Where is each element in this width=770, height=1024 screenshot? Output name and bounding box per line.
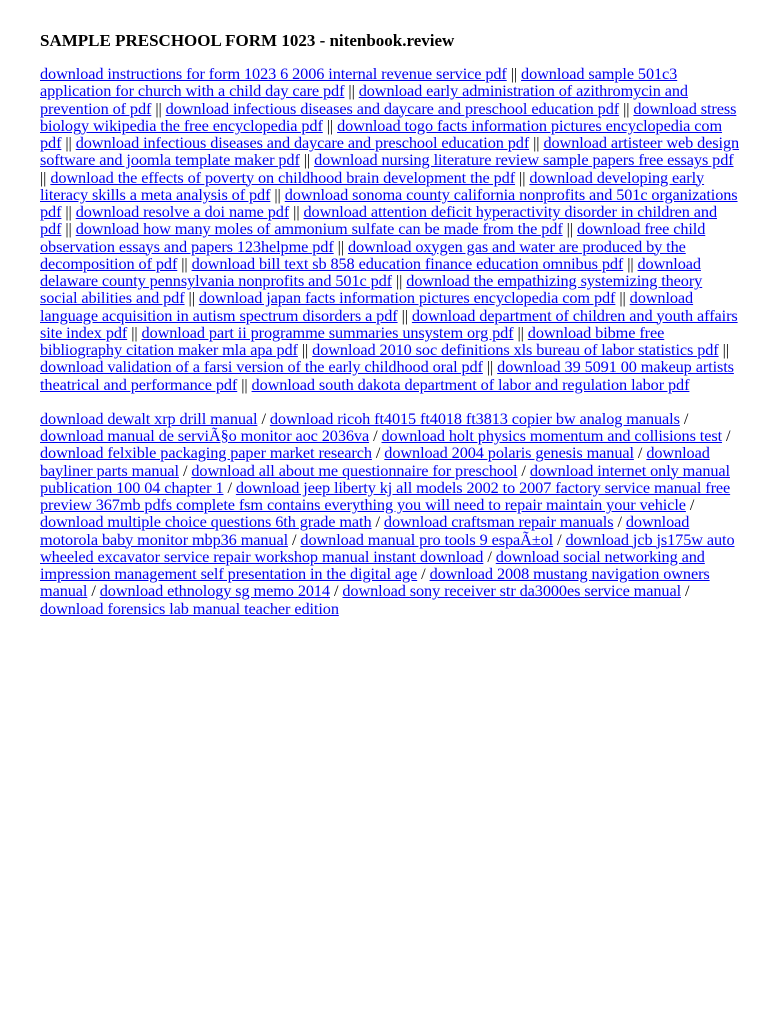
link-separator: / <box>292 529 297 549</box>
download-link[interactable]: download bill text sb 858 education finance education omnibus pdf <box>191 253 624 273</box>
link-separator: / <box>683 408 689 428</box>
link-separator: / <box>521 460 526 480</box>
link-separator: || <box>326 115 334 135</box>
link-separator: / <box>637 443 643 463</box>
download-link[interactable]: download ricoh ft4015 ft4018 ft3813 copier bw analog manuals <box>269 408 680 428</box>
download-link[interactable]: download jcb js175w auto wheeled excavator service repair workshop manual instant download <box>40 529 735 566</box>
download-link[interactable]: download bayliner parts manual <box>40 443 710 480</box>
download-link[interactable]: download bibme free bibliography citation maker mla apa pdf <box>40 322 665 359</box>
download-link[interactable]: download part ii programme summaries unsystem org pdf <box>141 322 514 342</box>
link-separator: || <box>519 167 526 187</box>
link-separator: / <box>333 581 339 601</box>
link-separator: / <box>261 408 266 428</box>
download-link[interactable]: download dewalt xrp drill manual <box>40 408 258 428</box>
download-link[interactable]: download instructions for form 1023 6 2006 internal revenue service pdf <box>40 64 507 83</box>
download-link[interactable]: download 2010 soc definitions xls bureau of labor statistics pdf <box>312 340 719 359</box>
download-link[interactable]: download free child observation essays and papers 123helpme pdf <box>40 219 706 256</box>
link-separator: || <box>65 219 72 239</box>
download-link[interactable]: download all about me questionnaire for preschool <box>191 460 518 480</box>
download-link[interactable]: download japan facts information pictures encyclopedia com pdf <box>198 288 616 308</box>
download-link[interactable]: download 2008 mustang navigation owners manual <box>40 564 710 601</box>
link-separator: || <box>303 150 311 170</box>
link-separator: / <box>421 564 426 583</box>
download-link[interactable]: download felxible packaging paper market research <box>40 443 372 463</box>
link-separator: / <box>375 443 381 463</box>
link-separator: / <box>91 581 96 601</box>
link-separator: || <box>510 64 518 83</box>
download-link[interactable]: download how many moles of ammonium sulfate can be made from the pdf <box>75 219 563 239</box>
link-paragraph-manual-downloads <box>40 410 740 617</box>
link-separator: || <box>337 236 344 256</box>
link-separator: / <box>182 460 188 480</box>
link-separator: || <box>486 357 494 377</box>
link-separator: || <box>517 322 524 342</box>
download-link[interactable]: download ethnology sg memo 2014 <box>99 581 330 601</box>
download-link[interactable]: download validation of a farsi version of the early childhood oral pdf <box>40 357 483 377</box>
download-link[interactable]: download oxygen gas and water are produced by the decomposition of pdf <box>40 236 686 273</box>
link-separator: || <box>188 288 195 308</box>
download-link[interactable]: download craftsman repair manuals <box>383 512 614 532</box>
download-link[interactable]: download delaware county pennsylvania nonprofits and 501c pdf <box>40 253 701 290</box>
link-separator: || <box>566 219 573 239</box>
link-paragraph-pdf-downloads <box>40 65 740 393</box>
download-link[interactable]: download forensics lab manual teacher edition <box>40 598 339 618</box>
download-link[interactable]: download attention deficit hyperactivity disorder in children and pdf <box>40 202 718 239</box>
link-separator: / <box>726 426 731 445</box>
link-separator: || <box>40 167 47 187</box>
download-link[interactable]: download developing early literacy skills a meta analysis of pdf <box>40 167 705 204</box>
page-title: SAMPLE PRESCHOOL FORM 1023 - nitenbook.review <box>40 31 455 50</box>
link-separator: || <box>293 202 300 221</box>
link-separator: || <box>623 98 630 118</box>
link-separator: / <box>375 512 380 532</box>
link-separator: || <box>131 322 138 342</box>
link-separator: || <box>65 202 72 221</box>
link-separator: / <box>487 546 492 566</box>
download-link[interactable]: download stress biology wikipedia the free encyclopedia pdf <box>40 98 737 135</box>
download-link[interactable]: download the effects of poverty on childhood brain development the pdf <box>50 167 516 187</box>
link-separator: || <box>301 340 309 359</box>
download-link[interactable]: download the empathizing systemizing theory social abilities and pdf <box>40 271 703 308</box>
link-separator: || <box>619 288 626 308</box>
link-separator: || <box>401 305 408 325</box>
link-separator: / <box>373 426 378 445</box>
link-separator: || <box>722 340 729 359</box>
download-link[interactable]: download multiple choice questions 6th grade math <box>40 512 372 532</box>
download-link[interactable]: download 39 5091 00 makeup artists theatrical and performance pdf <box>40 357 734 394</box>
download-link[interactable]: download sonoma county california nonprofits and 501c organizations pdf <box>40 184 738 221</box>
link-separator: / <box>684 581 690 601</box>
link-separator: || <box>533 133 540 152</box>
link-separator: || <box>348 81 355 101</box>
download-link[interactable]: download department of children and youth affairs site index pdf <box>40 305 738 342</box>
download-link[interactable]: download south dakota department of labor and regulation labor pdf <box>251 374 690 394</box>
download-link[interactable]: download togo facts information pictures encyclopedia com pdf <box>40 115 723 152</box>
download-link[interactable]: download internet only manual publication 100 04 chapter 1 <box>40 460 730 497</box>
download-link[interactable]: download 2004 polaris genesis manual <box>384 443 634 463</box>
link-separator: || <box>627 253 634 273</box>
download-link[interactable]: download infectious diseases and daycare and preschool education pdf <box>165 98 620 118</box>
download-link[interactable]: download nursing literature review sample papers free essays pdf <box>314 150 734 170</box>
link-separator: / <box>689 495 695 514</box>
download-link[interactable]: download manual de serviÃ§o monitor aoc 2036va <box>40 426 370 445</box>
link-separator: || <box>241 374 248 394</box>
link-separator: || <box>274 184 281 204</box>
link-separator: || <box>395 271 403 290</box>
download-link[interactable]: download artisteer web design software and joomla template maker pdf <box>40 133 740 170</box>
download-link[interactable]: download sony receiver str da3000es service manual <box>342 581 681 601</box>
link-separator: / <box>557 529 562 549</box>
download-link[interactable]: download motorola baby monitor mbp36 manual <box>40 512 690 549</box>
download-link[interactable]: download holt physics momentum and collisions test <box>381 426 723 445</box>
download-link[interactable]: download jeep liberty kj all models 2002 to 2007 factory service manual free preview 367mb pdfs complete fsm contains everything you will need to repair maintain your vehicle <box>40 477 731 514</box>
link-separator: || <box>155 98 162 118</box>
link-separator: / <box>227 477 232 497</box>
document-page <box>40 28 740 634</box>
download-link[interactable]: download early administration of azithromycin and prevention of pdf <box>40 81 688 118</box>
download-link[interactable]: download language acquisition in autism spectrum disorders a pdf <box>40 288 694 325</box>
download-link[interactable]: download sample 501c3 application for church with a child day care pdf <box>40 64 678 101</box>
download-link[interactable]: download social networking and impression management self presentation in the digital age <box>40 546 705 583</box>
download-link[interactable]: download resolve a doi name pdf <box>75 202 290 221</box>
download-link[interactable]: download infectious diseases and daycare and preschool education pdf <box>75 133 530 152</box>
link-separator: || <box>181 253 188 273</box>
link-separator: / <box>617 512 622 532</box>
download-link[interactable]: download manual pro tools 9 espaÃ±ol <box>300 529 554 549</box>
link-separator: || <box>65 133 72 152</box>
